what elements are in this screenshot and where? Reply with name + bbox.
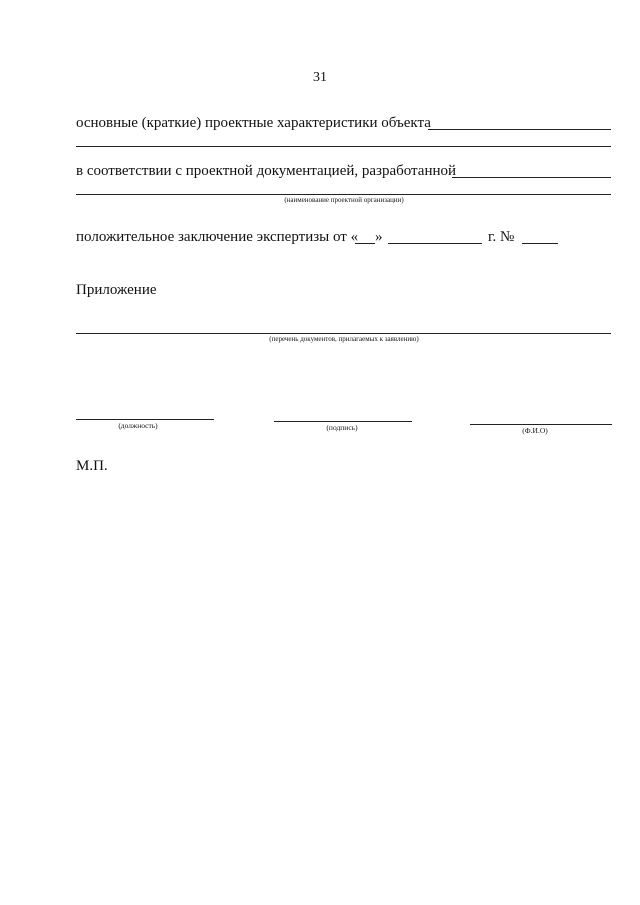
object-characteristics-continuation-line[interactable]	[76, 146, 611, 147]
expertise-date-field-line[interactable]	[388, 243, 482, 244]
object-characteristics-field-line[interactable]	[428, 129, 611, 130]
full-name-caption: (Ф.И.О)	[522, 426, 548, 435]
signature-caption: (подпись)	[326, 423, 358, 432]
signature-field-line[interactable]	[274, 421, 412, 422]
quote-close: »	[375, 229, 383, 245]
expertise-conclusion-label: положительное заключение экспертизы от «	[76, 229, 359, 245]
position-field-line[interactable]	[76, 419, 214, 420]
project-organization-continuation-line[interactable]	[76, 194, 611, 195]
appendix-field-line[interactable]	[76, 333, 611, 334]
object-characteristics-label: основные (краткие) проектные характеристики объекта	[76, 115, 431, 131]
expertise-number-field-line[interactable]	[522, 243, 558, 244]
stamp-place-label: М.П.	[76, 458, 108, 474]
year-number-label: г. №	[488, 229, 515, 245]
appendix-title: Приложение	[76, 282, 157, 298]
position-caption: (должность)	[118, 421, 158, 430]
project-documentation-label: в соответствии с проектной документацией, разработанной	[76, 163, 457, 179]
expertise-day-field-line[interactable]	[355, 243, 375, 244]
full-name-field-line[interactable]	[470, 424, 612, 425]
page-number: 31	[313, 70, 327, 85]
project-organization-field-line[interactable]	[452, 177, 611, 178]
project-organization-caption: (наименование проектной организации)	[284, 196, 404, 204]
appendix-caption: (перечень документов, прилагаемых к заявлению)	[269, 335, 419, 343]
